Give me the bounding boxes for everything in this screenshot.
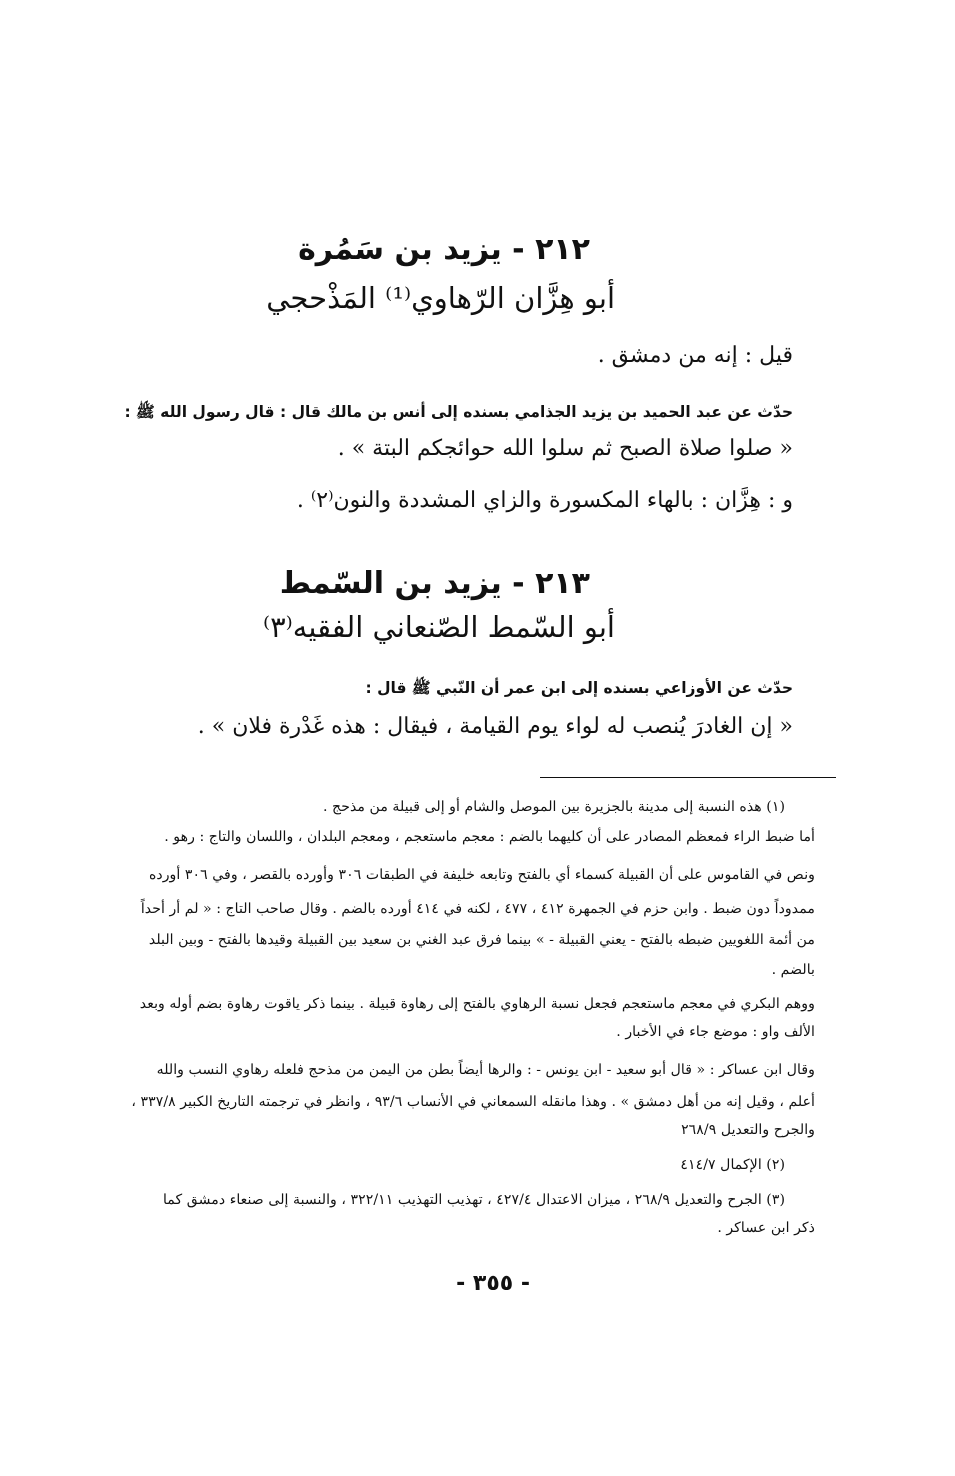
footnote-line: ذكر ابن عساكر . — [717, 1220, 815, 1236]
footnote-line: ووهم البكري في معجم ماستعجم فجعل نسبة الرهاوي بالفتح إلى رهاوة قبيلة . بينما ذكر ياقوت رهاوة بضم أوله وبعد — [139, 996, 815, 1012]
entry-heading-213: ٢١٣ - يزيد بن السّمط — [279, 566, 590, 601]
footnote-line: ونص في القاموس على أن القبيلة كسماء أي بالفتح وتابعه خليفة في الطبقات ٣٠٦ وأورده بالقصر ، وفي ٣٠٦ أورده — [148, 867, 815, 883]
footnote-line: والجرح والتعديل ٢٦٨/٩ — [681, 1122, 815, 1138]
footnote-line: (١) هذه النسبة إلى مدينة بالجزيرة بين الموصل والشام أو إلى قبيلة من مذحج . — [323, 799, 785, 815]
footnote-line: أعلم ، وقيل إنه من أهل دمشق » . وهذا مانقله السمعاني في الأنساب ٩٣/٦ ، وانظر في ترجمته التاريخ الكبير ٣٣٧/٨ ، — [131, 1094, 815, 1110]
page-number: - ٣٥٥ - — [456, 1271, 530, 1296]
footnote-line: وقال ابن عساكر : « قال أبو سعيد - ابن يونس - : والرها أيضاً بطن من اليمن من مذحج فلعله رهاوي النسب والله — [156, 1062, 815, 1078]
footnote-line: (٣) الجرح والتعديل ٢٦٨/٩ ، ميزان الاعتدال ٤٢٧/٤ ، تهذيب التهذيب ٣٢٢/١١ ، والنسبة إلى صنعاء دمشق كما — [162, 1192, 785, 1208]
footnote-separator — [540, 777, 836, 778]
entry-text-line: قيل : إنه من دمشق . — [597, 343, 793, 368]
footnote-line: (٢) الإكمال ٤١٤/٧ — [680, 1157, 785, 1173]
footnote-line: ممدوداً دون ضبط . وابن حزم في الجمهرة ٤١٢ ، ٤٧٧ ، لكنه في ٤١٤ أورده بالضم . وقال صاحب التاج : « لم أر أحداً — [140, 901, 815, 917]
entry-heading-212: ٢١٢ - يزيد بن سَمُرة — [298, 232, 590, 267]
footnote-line: أما ضبط الراء فمعظم المصادر على أن كليهما بالضم : معجم ماستعجم ، ومعجم البلدان ، واللسان والتاج : رهو . — [164, 829, 815, 845]
entry-text-line: و : هِزَّان : بالهاء المكسورة والزاي المشددة والنون⁽٢⁾ . — [296, 488, 793, 513]
footnote-line: من أئمة اللغويين ضبطه بالفتح - يعني القبيلة - » بينما فرق عبد الغني بن سعيد بين القبيلة وقيدها بالفتح - وبين البلد — [148, 932, 815, 948]
footnote-line: الألف واو : موضع جاء في الأخبار . — [616, 1024, 815, 1040]
entry-text-line: حدّث عن عبد الحميد بن يزيد الجذامي بسنده إلى أنس بن مالك قال : قال رسول الله ﷺ : — [124, 403, 793, 421]
entry-subheading-213: أبو السّمط الصّنعاني الفقيه⁽٣⁾ — [262, 610, 615, 644]
entry-text-line: « صلوا صلاة الصبح ثم سلوا الله حوائجكم البتة » . — [337, 436, 793, 461]
entry-text-line: حدّث عن الأوزاعي بسنده إلى ابن عمر أن النّبي ﷺ قال : — [365, 679, 793, 697]
entry-text-line: « إن الغادرَ يُنصب له لواء يوم القيامة ، فيقال : هذه غَدْرة فلان » . — [197, 714, 793, 739]
entry-subheading-212: أبو هِزَّان الرّهاوي⁽¹⁾ المَذْحجي — [266, 281, 615, 315]
footnote-line: بالضم . — [771, 962, 815, 978]
